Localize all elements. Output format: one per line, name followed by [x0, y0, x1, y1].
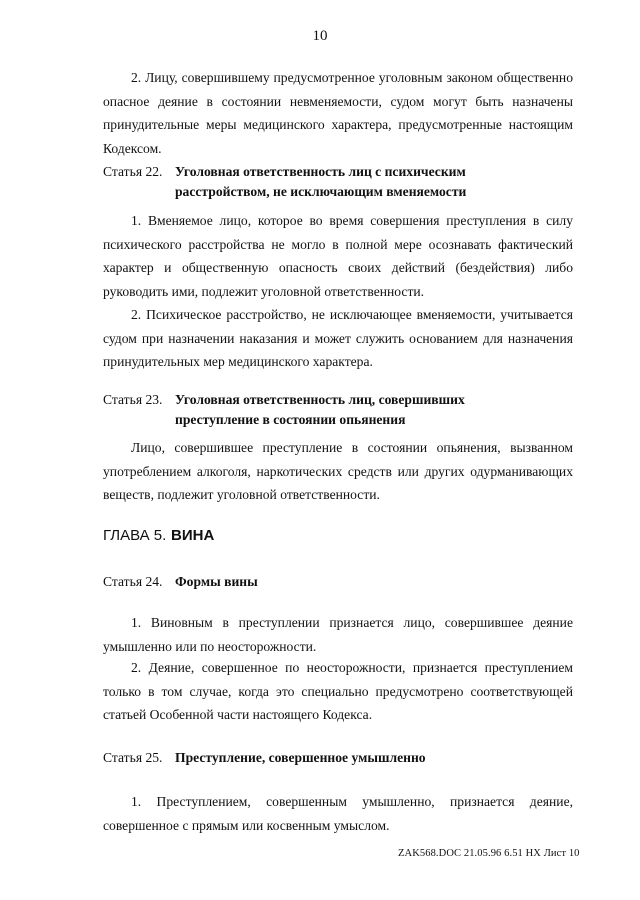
paragraph-art25-part1: 1. Преступлением, совершенным умышленно, признается деяние, совершенное с прямым или косвенным умыслом.: [103, 794, 573, 833]
paragraph-art24-part2: 2. Деяние, совершенное по неосторожности, признается преступлением только в том случае, когда это специально предусмотрено соответствующей статьей Особенной части настоящего Кодекса.: [103, 660, 573, 722]
article-22-heading: [103, 162, 573, 202]
article-number: Статья 25.: [103, 750, 163, 765]
article-25-heading: [103, 748, 573, 768]
paragraph-art21-part2: 2. Лицу, совершившему предусмотренное уголовным законом общественно опасное деяние в состоянии невменяемости, судом могут быть назначены принудительные меры медицинского характера, предусмотренные настоящим Кодексом.: [103, 70, 573, 156]
article-title: Формы вины: [175, 574, 258, 589]
article-title: Уголовная ответственность лиц, совершивших: [175, 392, 465, 407]
paragraph-art22-part2: 2. Психическое расстройство, не исключающее вменяемости, учитывается судом при назначении наказания и может служить основанием для назначения принудительных мер медицинского характера.: [103, 307, 573, 369]
paragraph-art22-part1: 1. Вменяемое лицо, которое во время совершения преступления в силу психического расстройства не могло в полной мере осознавать фактический характер и общественную опасность своих действий (бездействия) либо руководить ими, подлежит уголовной ответственности.: [103, 213, 573, 299]
paragraph-art23: Лицо, совершившее преступление в состоянии опьянения, вызванном употреблением алкоголя, наркотических средств или других одурманивающих веществ, подлежит уголовной ответственности.: [103, 440, 573, 502]
paragraph-art24-part1: 1. Виновным в преступлении признается лицо, совершившее деяние умышленно или по неосторожности.: [103, 615, 573, 654]
article-24-heading: [103, 572, 573, 592]
article-23-heading: [103, 390, 573, 430]
article-title: Преступление, совершенное умышленно: [175, 750, 426, 765]
article-number: Статья 24.: [103, 574, 163, 589]
chapter-label: ГЛАВА 5.: [103, 527, 167, 544]
article-title: Уголовная ответственность лиц с психическим: [175, 164, 466, 179]
article-title-continued: расстройством, не исключающим вменяемости: [175, 184, 467, 199]
article-title-continued: преступление в состоянии опьянения: [175, 412, 406, 427]
page-number: 10: [312, 28, 328, 44]
chapter-title: ВИНА: [171, 527, 215, 544]
chapter-heading: [103, 527, 214, 544]
article-number: Статья 22.: [103, 164, 163, 179]
article-number: Статья 23.: [103, 392, 163, 407]
document-footer: ZAK568.DOC 21.05.96 6.51 НХ Лист 10: [398, 848, 580, 859]
